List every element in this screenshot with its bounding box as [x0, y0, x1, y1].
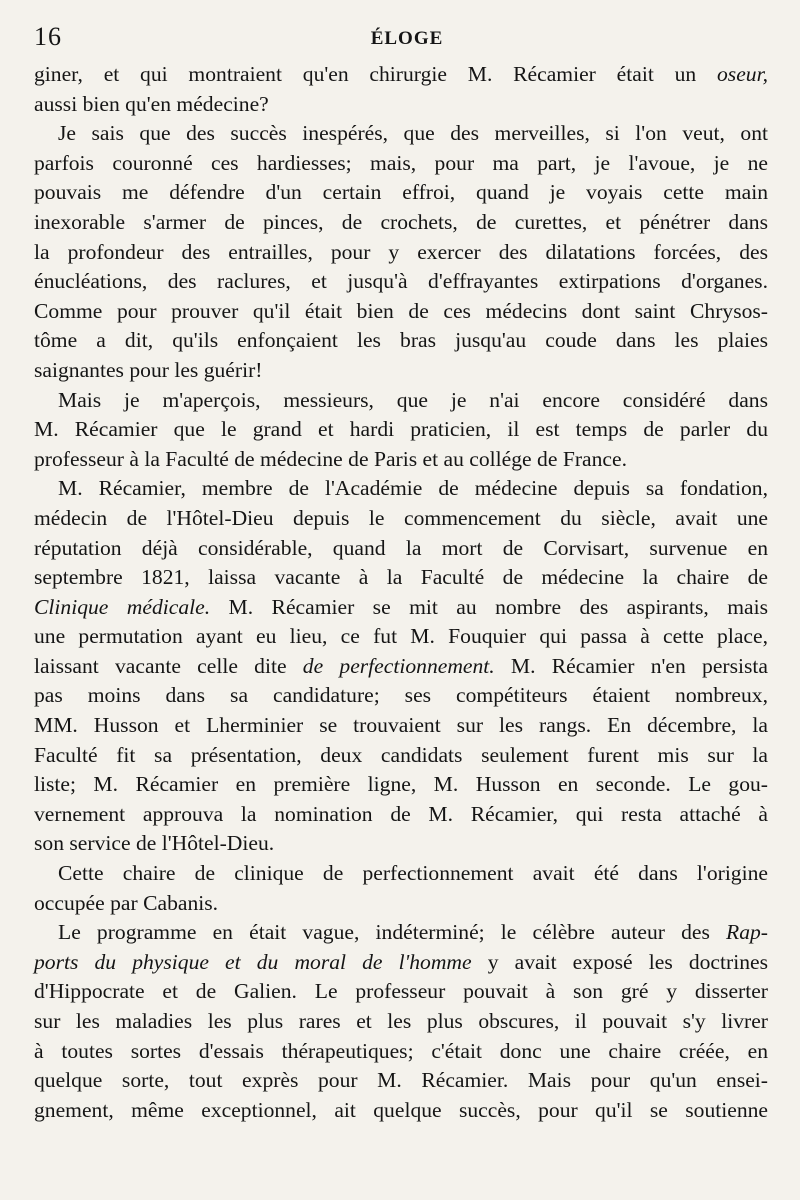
text-segment: M. Récamier n'en persista [494, 653, 768, 678]
italic-text: Clinique médicale. [34, 594, 211, 619]
text-segment: Le programme en était vague, indéterminé; le célèbre auteur des [58, 920, 727, 945]
body-text [34, 60, 768, 1125]
text-segment: Comme pour prouver qu'il était bien de ces médecins dont saint Chrysos- [34, 298, 768, 323]
text-segment: Je sais que des succès inespérés, que des merveilles, si l'on veut, ont [58, 121, 768, 146]
text-segment: liste; M. Récamier en première ligne, M. Husson en seconde. Le gou- [34, 772, 768, 797]
text-line [34, 445, 768, 475]
text-segment: occupée par Cabanis. [34, 890, 219, 915]
italic-text: de perfectionnement. [302, 653, 495, 678]
text-line [34, 504, 768, 534]
text-line [34, 534, 768, 564]
text-segment: MM. Husson et Lherminier se trouvaient sur les rangs. En décembre, la [34, 713, 768, 738]
text-line [34, 681, 768, 711]
text-line [34, 1066, 768, 1096]
text-segment: M. Récamier que le grand et hardi praticien, il est temps de parler du [34, 417, 768, 442]
running-title: ÉLOGE [370, 28, 444, 49]
text-line [34, 652, 768, 682]
italic-text: Rap- [726, 920, 768, 945]
text-line [34, 918, 768, 948]
text-segment: son service de l'Hôtel-Dieu. [34, 831, 275, 856]
text-segment: énucléations, des raclures, et jusqu'à d'effrayantes extirpations d'organes. [34, 269, 768, 294]
text-segment: professeur à la Faculté de médecine de Paris et au collége de France. [34, 446, 627, 471]
text-line [34, 593, 768, 623]
text-segment: parfois couronné ces hardiesses; mais, pour ma part, je l'avoue, je ne [34, 150, 768, 175]
text-line [34, 297, 768, 327]
text-line [34, 60, 768, 90]
text-segment: y avait exposé les doctrines [471, 949, 768, 974]
text-line [34, 267, 768, 297]
text-segment: giner, et qui montraient qu'en chirurgie M. Récamier était un [34, 62, 717, 86]
text-line [34, 90, 768, 120]
text-segment: une permutation ayant eu lieu, ce fut M. Fouquier qui passa à cette place, [34, 624, 768, 649]
italic-text: oseur, [717, 62, 768, 86]
text-line [34, 563, 768, 593]
text-line [34, 977, 768, 1007]
text-segment: aussi bien qu'en médecine? [34, 91, 269, 116]
page-number: 16 [34, 22, 62, 51]
text-line [34, 178, 768, 208]
text-line [34, 326, 768, 356]
text-line [34, 119, 768, 149]
text-segment: pas moins dans sa candidature; ses compétiteurs étaient nombreux, [34, 683, 768, 708]
text-line [34, 741, 768, 771]
text-line [34, 474, 768, 504]
text-line [34, 770, 768, 800]
text-segment: vernement approuva la nomination de M. Récamier, qui resta attaché à [34, 801, 768, 826]
text-line [34, 415, 768, 445]
text-segment: pouvais me défendre d'un certain effroi, quand je voyais cette main [34, 180, 768, 205]
text-segment: Faculté fit sa présentation, deux candidats seulement furent mis sur la [34, 742, 768, 767]
text-segment: saignantes pour les guérir! [34, 357, 263, 382]
text-segment: la profondeur des entrailles, pour y exercer des dilatations forcées, des [34, 239, 768, 264]
text-line [34, 1096, 768, 1126]
text-line [34, 1007, 768, 1037]
italic-text: ports du physique et du moral de l'homme [34, 949, 472, 974]
text-line [34, 859, 768, 889]
text-segment: tôme a dit, qu'ils enfonçaient les bras jusqu'au coude dans les plaies [34, 328, 768, 353]
text-segment: quelque sorte, tout exprès pour M. Récamier. Mais pour qu'un ensei- [34, 1068, 768, 1093]
text-segment: M. Récamier, membre de l'Académie de médecine depuis sa fondation, [58, 476, 768, 501]
text-line [34, 356, 768, 386]
text-segment: Cette chaire de clinique de perfectionnement avait été dans l'origine [58, 861, 768, 886]
text-segment: Mais je m'aperçois, messieurs, que je n'ai encore considéré dans [58, 387, 768, 412]
text-line [34, 889, 768, 919]
text-segment: laissant vacante celle dite [34, 653, 303, 678]
text-line [34, 149, 768, 179]
text-line [34, 622, 768, 652]
text-line [34, 238, 768, 268]
text-line [34, 711, 768, 741]
text-segment: inexorable s'armer de pinces, de crochets, de curettes, et pénétrer dans [34, 209, 768, 234]
text-segment: M. Récamier se mit au nombre des aspirants, mais [210, 594, 768, 619]
text-line [34, 1037, 768, 1067]
text-line [34, 829, 768, 859]
text-segment: d'Hippocrate et de Galien. Le professeur pouvait à son gré y disserter [34, 979, 768, 1004]
text-segment: réputation déjà considérable, quand la mort de Corvisart, survenue en [34, 535, 768, 560]
text-line [34, 208, 768, 238]
text-line [34, 386, 768, 416]
text-segment: à toutes sortes d'essais thérapeutiques; c'était donc une chaire créée, en [34, 1038, 768, 1063]
text-line [34, 948, 768, 978]
text-segment: sur les maladies les plus rares et les plus obscures, il pouvait s'y livrer [34, 1009, 768, 1033]
text-segment: gnement, même exceptionnel, ait quelque succès, pour qu'il se soutienne [34, 1097, 768, 1122]
text-line [34, 800, 768, 830]
page-header [34, 22, 780, 56]
text-segment: septembre 1821, laissa vacante à la Faculté de médecine la chaire de [34, 565, 768, 590]
text-segment: médecin de l'Hôtel-Dieu depuis le commencement du siècle, avait une [34, 505, 768, 530]
